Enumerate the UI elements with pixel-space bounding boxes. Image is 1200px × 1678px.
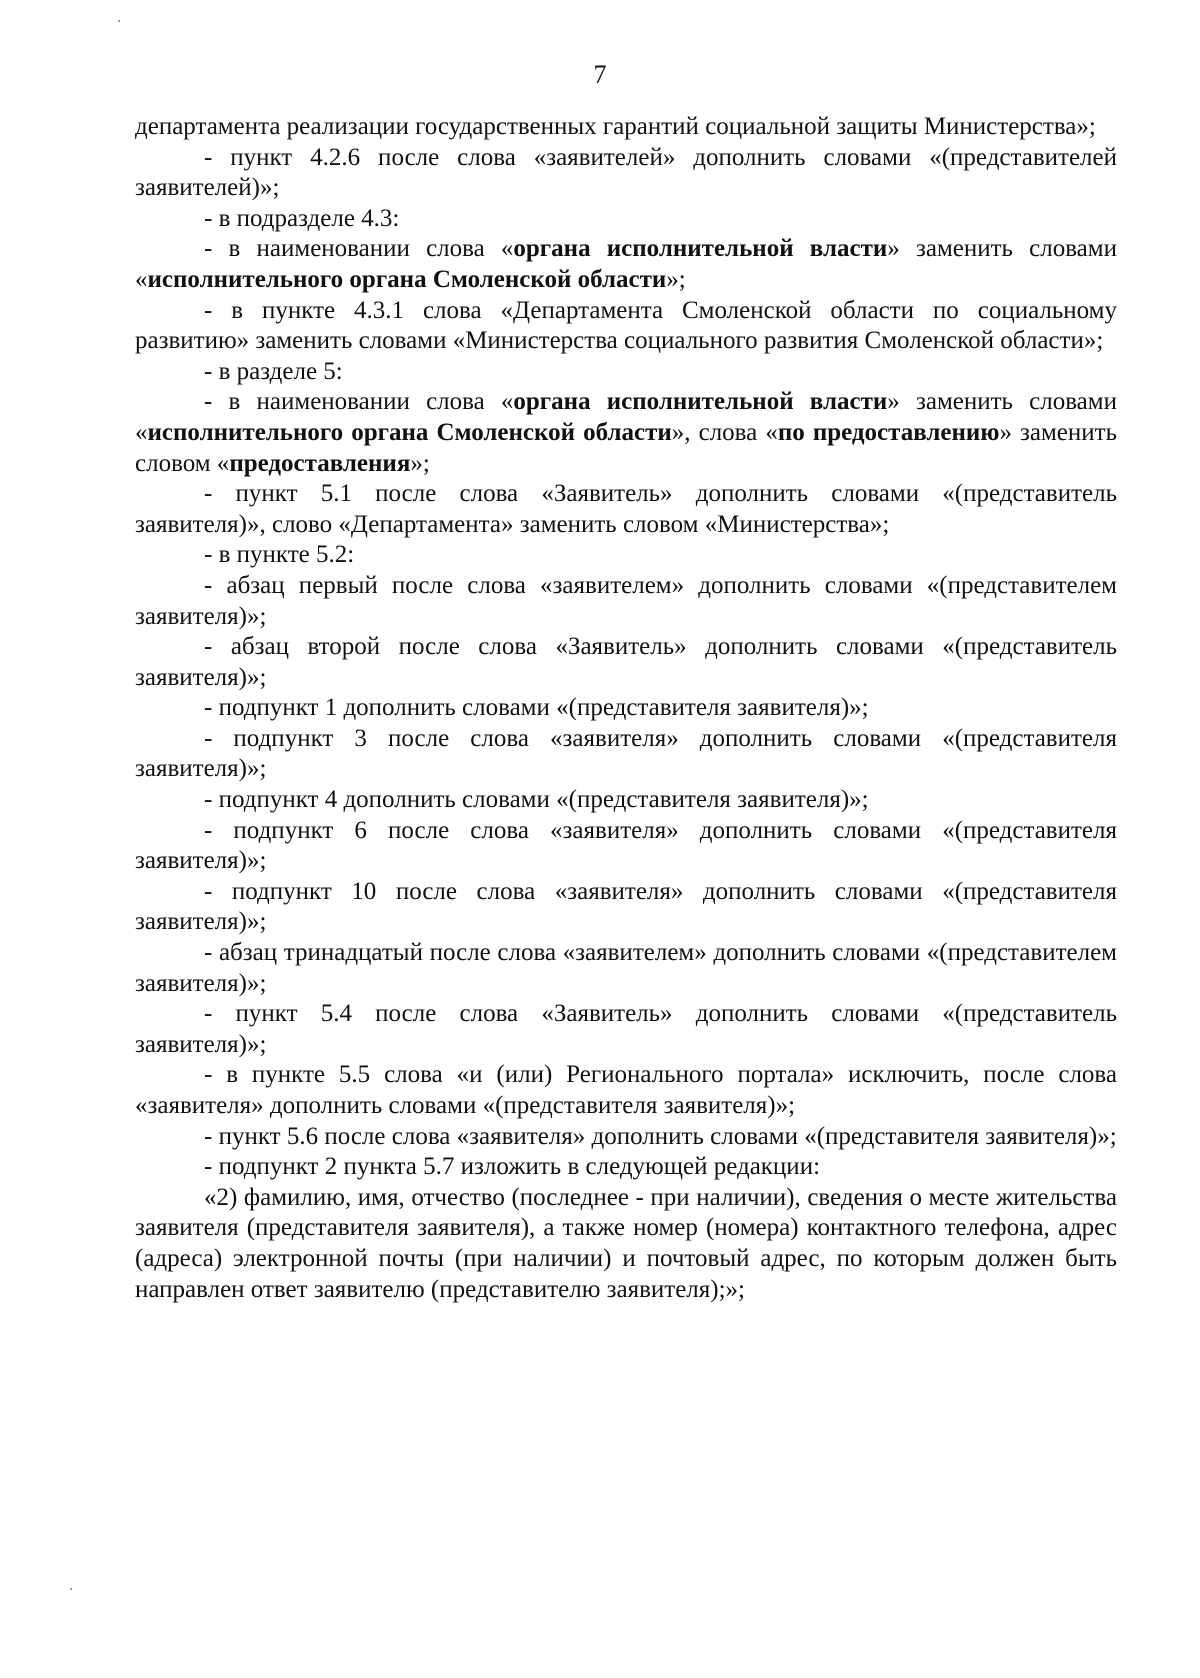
text-run: - пункт 5.4 после слова «Заявитель» дополнить словами «(представитель заявителя)»;	[135, 1000, 1117, 1058]
bold-text-run: органа исполнительной власти	[513, 388, 888, 416]
paragraph-2	[135, 204, 1117, 235]
text-run: - пункт 5.1 после слова «Заявитель» дополнить словами «(представитель заявителя)», слово «Департамента» заменить словом «Министерства»;	[135, 480, 1117, 538]
paragraph-10	[135, 632, 1117, 693]
paragraph-19	[135, 1122, 1117, 1153]
text-run: - пункт 4.2.6 после слова «заявителей» дополнить словами «(представителей заявителей)»;	[135, 143, 1117, 202]
paragraph-7	[135, 479, 1117, 540]
text-run: » заменить словами «	[135, 388, 1117, 446]
paragraph-12	[135, 724, 1117, 785]
text-run: департамента реализации государственных гарантий социальной защиты Министерства»;	[135, 113, 1096, 140]
paragraph-13	[135, 785, 1117, 816]
text-run: - в подразделе 4.3:	[204, 204, 400, 232]
text-run: »;	[666, 265, 686, 293]
text-run: - подпункт 10 после слова «заявителя» дополнить словами «(представителя заявителя)»;	[135, 877, 1117, 936]
paragraph-1	[135, 143, 1117, 204]
text-run: - в пункте 5.5 слова «и (или) Регионального портала» исключить, после слова «заявителя» дополнить словами «(представителя заявителя)»;	[135, 1061, 1117, 1119]
text-run: - в наименовании слова «	[204, 388, 514, 416]
text-run: - в пункте 4.3.1 слова «Департамента Смоленской области по социальному развитию» заменить словами «Министерства социального развития Смоленской области»;	[135, 296, 1117, 355]
text-run: «2) фамилию, имя, отчество (последнее - при наличии), сведения о месте жительства заявителя (представителя заявителя), а также номер (номера) контактного телефона, адрес (адреса) электронной почты (при наличии) и почтовый адрес, по которым должен быть направлен ответ заявителю (представителю заявителя);»;	[135, 1183, 1117, 1303]
paragraph-6	[135, 387, 1117, 479]
text-run: »;	[410, 449, 430, 477]
text-run: - подпункт 3 после слова «заявителя» дополнить словами «(представителя заявителя)»;	[135, 724, 1117, 783]
paragraph-20	[135, 1152, 1117, 1183]
paragraph-11	[135, 693, 1117, 724]
paragraph-21	[135, 1183, 1117, 1305]
text-run: - пункт 5.6 после слова «заявителя» дополнить словами «(представителя заявителя)»;	[204, 1122, 1117, 1150]
paragraph-14	[135, 816, 1117, 877]
bold-text-run: исполнительного органа Смоленской области	[147, 265, 667, 293]
paragraph-18	[135, 1060, 1117, 1121]
paragraph-17	[135, 999, 1117, 1060]
scan-speck-top	[118, 20, 120, 22]
paragraph-0	[135, 112, 1117, 143]
text-run: - в наименовании слова «	[204, 235, 514, 263]
text-run: - абзац первый после слова «заявителем» дополнить словами «(представителем заявителя)»;	[135, 571, 1117, 630]
text-run: - абзац второй после слова «Заявитель» дополнить словами «(представитель заявителя)»;	[135, 633, 1117, 691]
bold-text-run: по предоставлению	[777, 418, 1000, 446]
paragraph-5	[135, 357, 1117, 388]
text-run: - в разделе 5:	[204, 357, 343, 385]
text-run: », слова «	[671, 418, 778, 446]
text-run: - подпункт 4 дополнить словами «(представителя заявителя)»;	[204, 786, 869, 814]
text-run: » заменить словами «	[135, 235, 1117, 293]
document-body	[135, 112, 1117, 1305]
paragraph-16	[135, 938, 1117, 999]
paragraph-15	[135, 877, 1117, 938]
text-run: - абзац тринадцатый после слова «заявителем» дополнить словами «(представителем заявителя)»;	[135, 939, 1117, 997]
bold-text-run: органа исполнительной власти	[513, 235, 888, 263]
paragraph-4	[135, 296, 1117, 357]
text-run: - подпункт 6 после слова «заявителя» дополнить словами «(представителя заявителя)»;	[135, 816, 1117, 875]
paragraph-3	[135, 234, 1117, 295]
page-number: 7	[593, 60, 607, 89]
text-run: - подпункт 2 пункта 5.7 изложить в следующей редакции:	[204, 1153, 821, 1181]
paragraph-8	[135, 540, 1117, 571]
bold-text-run: предоставления	[229, 449, 411, 477]
text-run: - в пункте 5.2:	[204, 541, 355, 569]
paragraph-9	[135, 571, 1117, 632]
bold-text-run: исполнительного органа Смоленской области	[147, 418, 672, 446]
scan-speck-bottom	[70, 1588, 72, 1590]
text-run: - подпункт 1 дополнить словами «(представителя заявителя)»;	[204, 694, 869, 722]
text-run: » заменить словом «	[135, 418, 1117, 477]
